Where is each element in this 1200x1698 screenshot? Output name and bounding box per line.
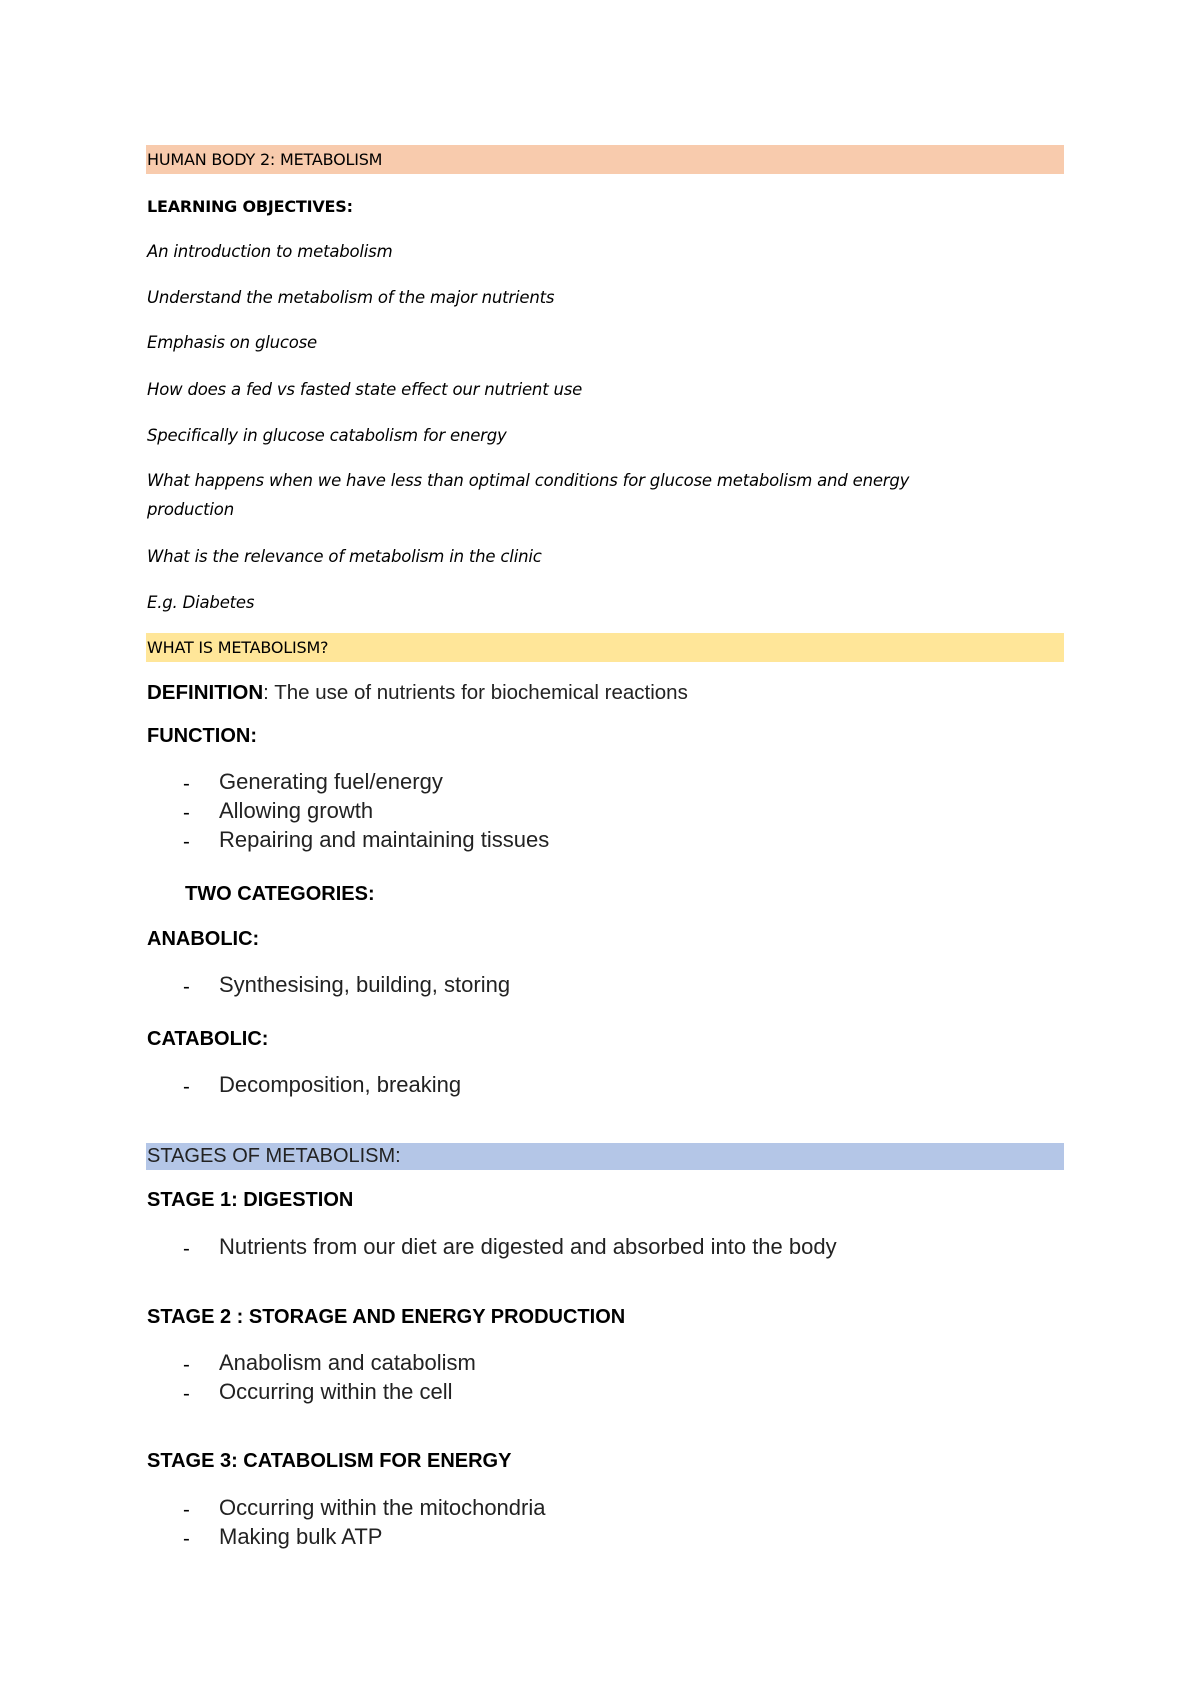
stage1-item: Nutrients from our diet are digested and absorbed into the body [219,1234,837,1259]
objective-item: What happens when we have less than optimal conditions for glucose metabolism and energy [147,471,910,490]
section-title: STAGES OF METABOLISM: [147,1145,401,1167]
bullet-dash: - [183,772,190,795]
objective-item: E.g. Diabetes [147,593,255,612]
definition-label: DEFINITION [147,681,264,704]
definition-line [147,681,688,705]
bullet-dash: - [183,1353,190,1376]
objective-item: What is the relevance of metabolism in the clinic [147,547,542,566]
bullet-dash: - [183,1498,190,1521]
title-suffix: METABOLISM [280,150,383,169]
bullet-dash: - [183,1075,190,1098]
objective-item: Understand the metabolism of the major nutrients [147,288,555,307]
definition-text: : The use of nutrients for biochemical reactions [263,681,688,704]
function-item: Generating fuel/energy [219,769,443,794]
catabolic-item: Decomposition, breaking [219,1072,462,1097]
stage2-heading: STAGE 2 : STORAGE AND ENERGY PRODUCTION [147,1306,626,1328]
categories-heading: TWO CATEGORIES: [185,883,375,905]
title-prefix: HUMAN BODY 2: [147,150,280,169]
function-item: Allowing growth [219,798,374,823]
stage3-item: Making bulk ATP [219,1524,383,1549]
stage2-item: Occurring within the cell [219,1379,453,1404]
anabolic-heading: ANABOLIC: [147,928,260,950]
stage3-item: Occurring within the mitochondria [219,1495,546,1520]
objective-item: An introduction to metabolism [147,242,393,261]
objective-item: How does a fed vs fasted state effect our nutrient use [147,380,583,399]
objectives-heading: LEARNING OBJECTIVES: [147,197,353,216]
bullet-dash: - [183,801,190,824]
stage1-heading: STAGE 1: DIGESTION [147,1189,354,1211]
bullet-dash: - [183,1237,190,1260]
function-heading: FUNCTION: [147,725,257,747]
section-title: WHAT IS METABOLISM? [147,638,329,657]
objective-item-continued: production [147,500,234,519]
bullet-dash: - [183,830,190,853]
function-item: Repairing and maintaining tissues [219,827,550,852]
stage3-heading: STAGE 3: CATABOLISM FOR ENERGY [147,1450,512,1472]
document-title [147,150,382,169]
bullet-dash: - [183,975,190,998]
bullet-dash: - [183,1382,190,1405]
catabolic-heading: CATABOLIC: [147,1028,269,1050]
objective-item: Emphasis on glucose [147,333,317,352]
stage2-item: Anabolism and catabolism [219,1350,476,1375]
anabolic-item: Synthesising, building, storing [219,972,511,997]
objective-item: Specifically in glucose catabolism for energy [147,426,507,445]
bullet-dash: - [183,1527,190,1550]
